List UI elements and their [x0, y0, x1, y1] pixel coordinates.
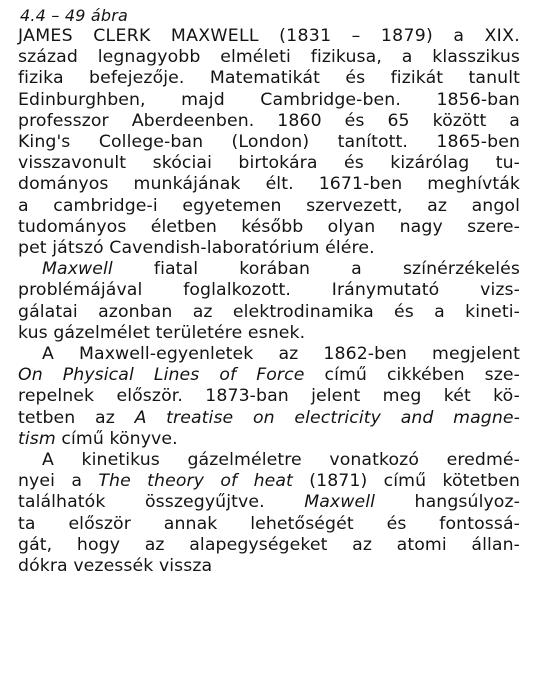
- paragraph-early-work: [18, 259, 520, 344]
- text-line: [18, 259, 520, 280]
- text-line: század legnagyobb elméleti fizikusa, a klasszikus: [18, 47, 520, 68]
- text-line: A kinetikus gázelméletre vonatkozó eredmé-: [42, 450, 520, 471]
- italic-title: The theory of heat: [98, 471, 293, 492]
- text-line: professzor Aberdeenben. 1860 és 65 között a: [18, 110, 520, 131]
- text-line: dományos munkájának élt. 1671-ben meghívták: [18, 174, 520, 195]
- text-line: A Maxwell-egyenletek az 1862-ben megjelent: [42, 344, 520, 365]
- text-line: dókra vezessék vissza: [18, 556, 213, 577]
- text-line: [18, 471, 520, 492]
- text-fragment: találhatók összegyűjtve.: [18, 492, 305, 513]
- text-line: fizika befejezője. Matematikát és fizikát tanult: [18, 68, 520, 89]
- biography-text: [18, 26, 520, 577]
- paragraph-biography: [18, 26, 520, 259]
- text-fragment: nyei a: [18, 471, 99, 492]
- italic-title: tism: [18, 428, 56, 449]
- text-fragment: fiatal korában a színérzékelés: [112, 259, 520, 280]
- paragraph-kinetic-theory: [18, 450, 520, 577]
- paragraph-equations: [18, 344, 520, 450]
- italic-name: Maxwell: [304, 492, 376, 513]
- text-fragment: című könyve.: [55, 428, 178, 449]
- text-line: gát, hogy az alapegységeket az atomi állan-: [18, 534, 520, 555]
- text-line: repelnek először. 1873-ban jelent meg két kö-: [18, 386, 520, 407]
- text-fragment: (1871) című kötetben: [292, 471, 520, 492]
- text-line: JAMES CLERK MAXWELL (1831 – 1879) a XIX.: [18, 26, 520, 46]
- text-fragment: tetben az: [18, 407, 135, 428]
- text-line: tudományos életben később olyan nagy szere-: [18, 216, 520, 237]
- document-page: [18, 6, 520, 577]
- text-line: gálatai azonban az elektrodinamika és a kineti-: [18, 301, 520, 322]
- text-fragment: hangsúlyoz-: [375, 492, 520, 513]
- italic-name: Maxwell: [42, 259, 113, 280]
- text-line: Edinburghben, majd Cambridge-ben. 1856-ban: [18, 89, 520, 110]
- text-line: visszavonult skóciai birtokára és kizárólag tu-: [18, 153, 520, 174]
- text-line: [18, 408, 520, 429]
- text-line: ta először annak lehetőségét és fontossá-: [18, 513, 520, 534]
- text-line: King's College-ban (London) tanított. 1865-ben: [18, 132, 520, 153]
- text-line: problémájával foglalkozott. Iránymutató vizs-: [18, 280, 520, 301]
- italic-title: A treatise on electricity and magne-: [134, 407, 520, 428]
- figure-caption: 4.4 – 49 ábra: [20, 6, 129, 25]
- text-line: kus gázelmélet területére esnek.: [18, 322, 306, 343]
- text-fragment: című cikkében sze-: [304, 365, 520, 386]
- text-line: [18, 492, 520, 513]
- italic-title: On Physical Lines of Force: [18, 365, 305, 386]
- text-line: [18, 365, 520, 386]
- text-line: a cambridge-i egyetemen szervezett, az angol: [18, 195, 520, 216]
- text-line: pet játszó Cavendish-laboratórium élére.: [18, 238, 375, 259]
- text-line: [18, 429, 520, 450]
